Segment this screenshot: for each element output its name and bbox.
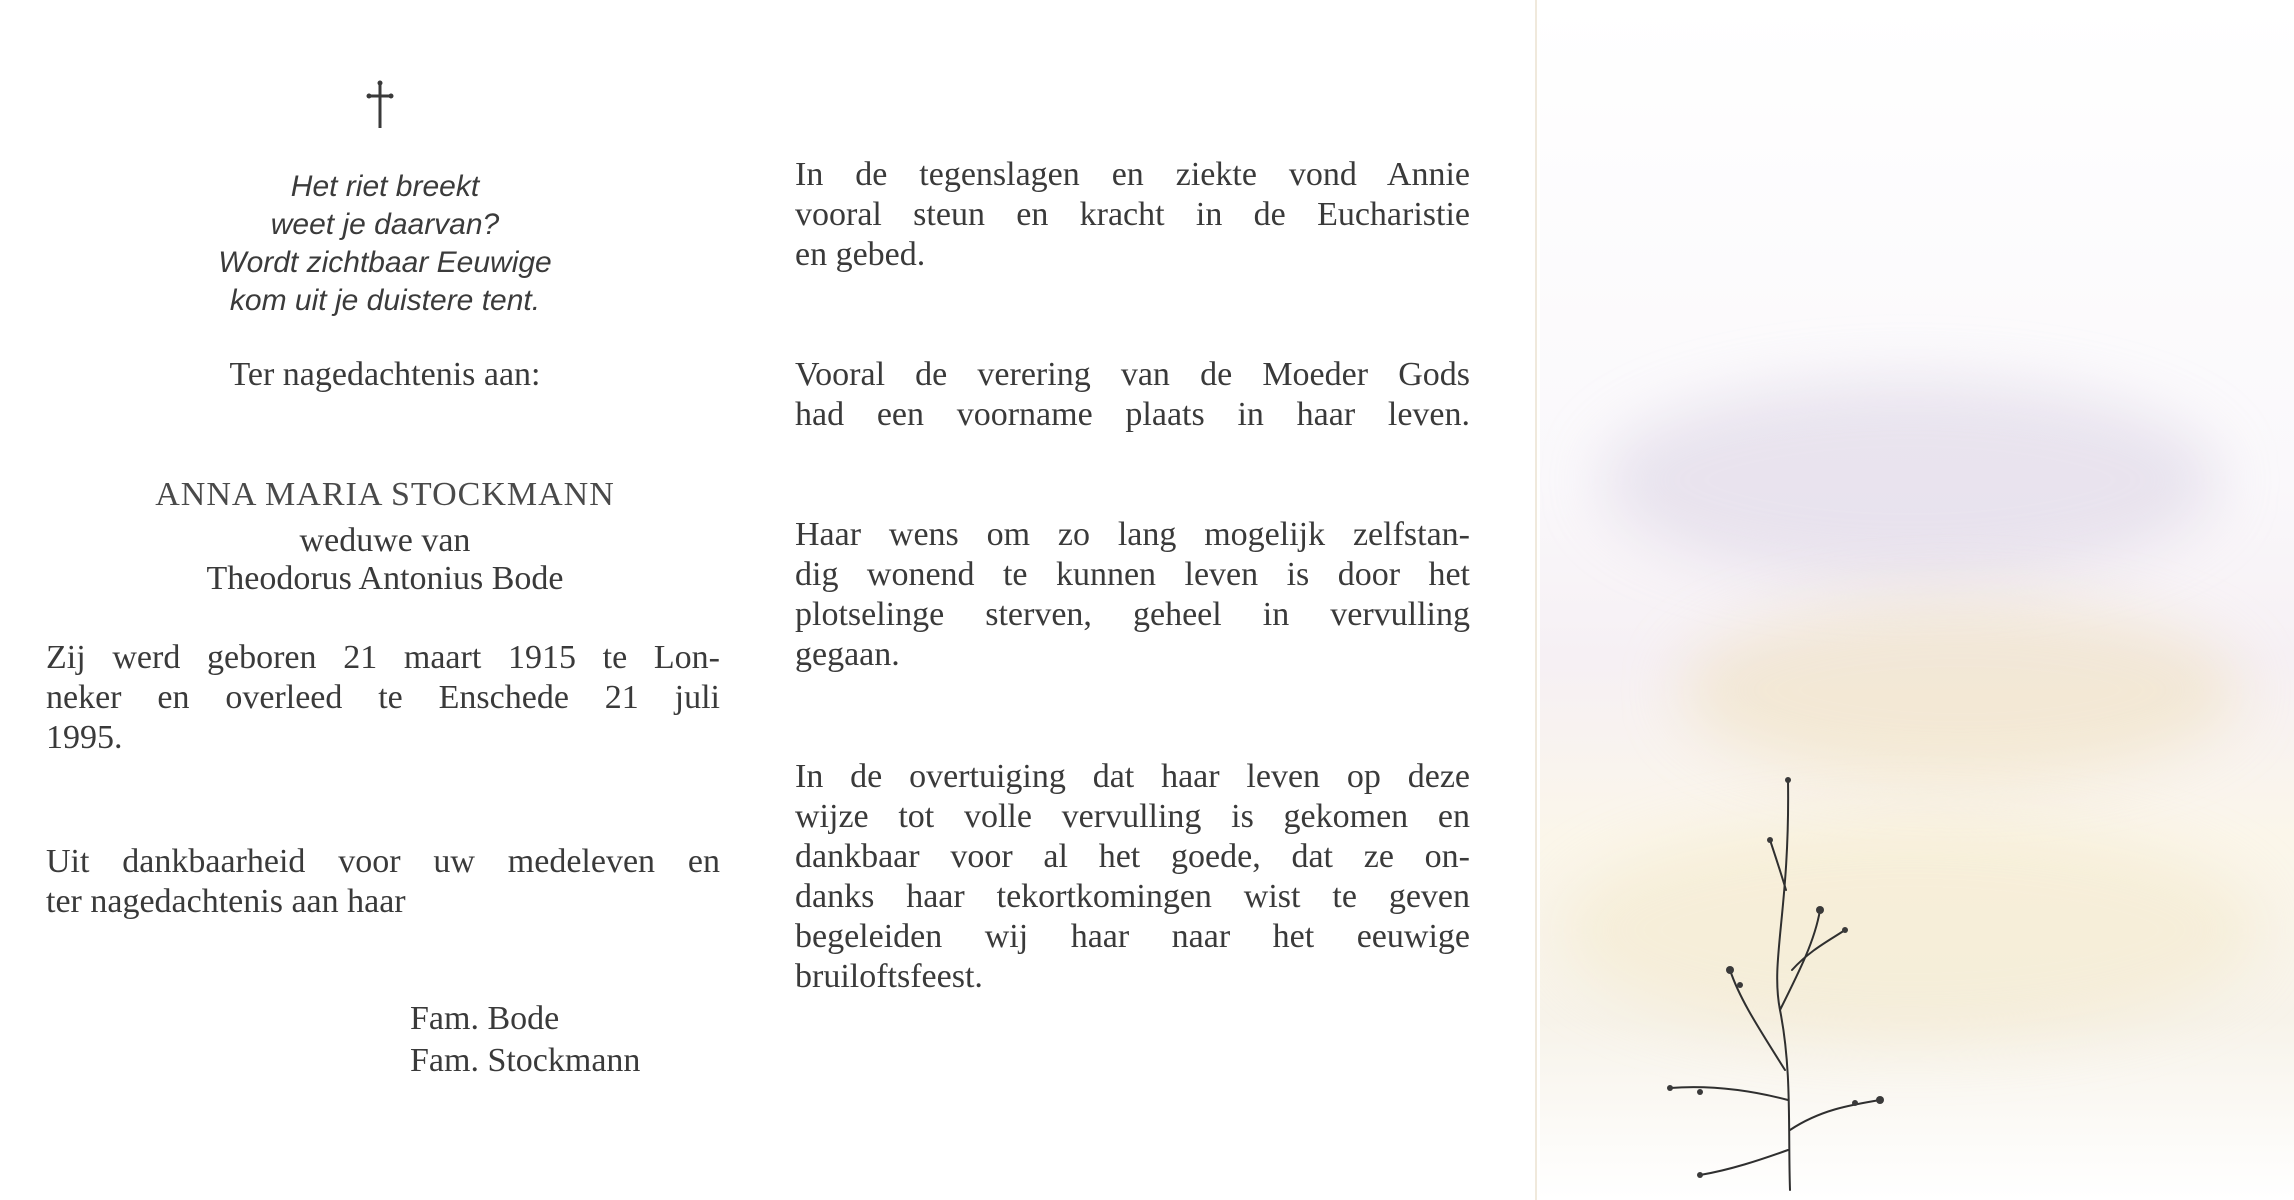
signature-line: Fam. Stockmann (410, 1042, 641, 1079)
poem-line: Wordt zichtbaar Eeuwige (218, 246, 552, 279)
paragraph-line: had een voorname plaats in haar leven. (795, 396, 1470, 433)
poem-line: kom uit je duistere tent. (229, 284, 541, 317)
paragraph-line: dankbaar voor al het goede, dat ze on- (795, 838, 1470, 875)
memory-line: Ter nagedachtenis aan: (229, 356, 541, 393)
thanks-paragraph (46, 842, 720, 922)
paragraph-line: Haar wens om zo lang mogelijk zelfstan- (795, 516, 1470, 553)
widow-line: weduwe van (299, 522, 471, 559)
watercolor-wash (1680, 600, 2240, 780)
paragraph-line: In de overtuiging dat haar leven op deze (795, 758, 1470, 795)
deceased-name: ANNA MARIA STOCKMANN (155, 476, 615, 513)
paragraph-line: danks haar tekortkomingen wist te geven (795, 878, 1470, 915)
right-paragraph-1 (795, 155, 1470, 275)
paragraph-line: begeleiden wij haar naar het eeuwige (795, 918, 1470, 955)
poem-line: weet je daarvan? (270, 208, 500, 241)
paragraph-line: dig wonend te kunnen leven is door het (795, 556, 1470, 593)
paragraph-line: bruiloftsfeest. (795, 958, 983, 995)
paragraph-line: Zij werd geboren 21 maart 1915 te Lon- (46, 639, 720, 676)
paragraph-line: en gebed. (795, 236, 926, 273)
signatures (410, 998, 640, 1082)
paragraph-line: Vooral de verering van de Moeder Gods (795, 356, 1470, 393)
card-illustration-panel (1540, 0, 2294, 1200)
paragraph-line: Uit dankbaarheid voor uw medeleven en (46, 843, 720, 880)
paragraph-line: vooral steun en kracht in de Eucharistie (795, 196, 1470, 233)
paragraph-line: plotselinge sterven, geheel in vervulling (795, 596, 1470, 633)
right-paragraph-2 (795, 355, 1470, 435)
paragraph-line: 1995. (46, 719, 123, 756)
paragraph-line: gegaan. (795, 636, 900, 673)
poem (90, 168, 680, 320)
spouse-name: Theodorus Antonius Bode (206, 560, 564, 597)
poem-line: Het riet breekt (290, 170, 480, 203)
paragraph-line: ter nagedachtenis aan haar (46, 883, 406, 920)
signature-line: Fam. Bode (410, 1000, 560, 1037)
right-paragraph-4 (795, 757, 1470, 997)
watercolor-wash (1600, 380, 2220, 580)
birth-paragraph (46, 638, 720, 758)
paragraph-line: neker en overleed te Enschede 21 juli (46, 679, 720, 716)
cross-icon (365, 80, 395, 130)
branch-sketch-icon (1640, 770, 1940, 1200)
right-paragraph-3 (795, 515, 1470, 675)
paragraph-line: In de tegenslagen en ziekte vond Annie (795, 156, 1470, 193)
paragraph-line: wijze tot volle vervulling is gekomen en (795, 798, 1470, 835)
